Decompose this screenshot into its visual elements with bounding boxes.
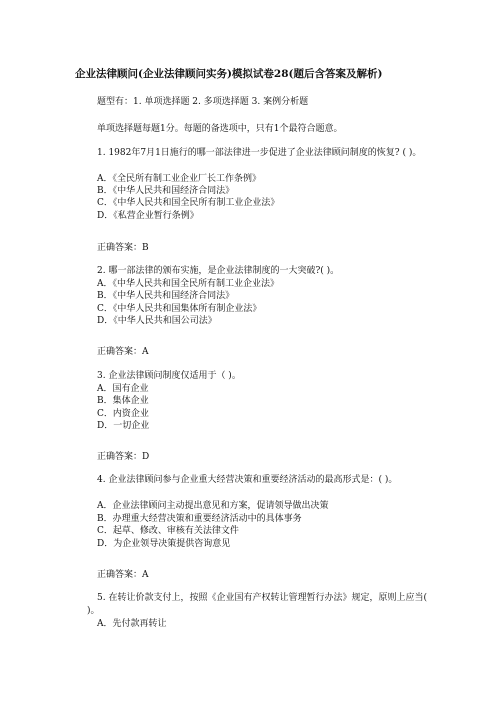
option-a: A．企业法律顾问主动提出意见和方案，促请领导做出决策 (97, 501, 329, 511)
option-c: C．起草、修改、审核有关法律文件 (97, 526, 239, 536)
correct-answer: 正确答案：D (97, 452, 150, 462)
question-text: 4. 企业法律顾问参与企业重大经营决策和重要经济活动的最高形式是：( )。 (97, 475, 398, 485)
option-d: D．《私营企业暂行条例》 (97, 211, 199, 221)
option-c: C．内资企业 (97, 409, 149, 419)
question-text: 3. 企业法律顾问制度仅适用于（ )。 (97, 371, 241, 381)
option-c: C．《中华人民共和国全民所有制工业企业法》 (97, 198, 280, 208)
option-d: D．为企业领导决策提供咨询意见 (97, 539, 231, 549)
option-b: B．集体企业 (97, 396, 149, 406)
option-a: A．国有企业 (97, 384, 149, 394)
option-b: B．《中华人民共和国经济合同法》 (97, 291, 235, 301)
correct-answer: 正确答案：A (97, 570, 149, 580)
section-intro: 单项选择题每题1分。每题的备选项中，只有1个最符合题意。 (97, 124, 343, 134)
option-a: A．先付款再转让 (97, 619, 167, 629)
option-b: B．办理重大经营决策和重要经济活动中的具体事务 (97, 514, 302, 524)
option-a: A．《中华人民共和国全民所有制工业企业法》 (97, 279, 280, 289)
question-text: 1. 1982年7月1日施行的哪一部法律进一步促进了企业法律顾问制度的恢复? ( )。 (97, 148, 422, 158)
correct-answer: 正确答案：B (97, 243, 149, 253)
option-d: D．一切企业 (97, 421, 150, 431)
question-text: 5. 在转让价款支付上，按照《企业国有产权转让管理暂行办法》规定，原则上应当( )。 (87, 593, 427, 616)
document-title: 企业法律顾问(企业法律顾问实务)模拟试卷28(题后含答案及解析) (75, 68, 383, 80)
option-d: D．《中华人民共和国公司法》 (97, 316, 217, 326)
option-b: B．《中华人民共和国经济合同法》 (97, 186, 235, 196)
question-types-line: 题型有：1. 单项选择题 2. 多项选择题 3. 案例分析题 (97, 97, 309, 107)
question-text: 2. 哪一部法律的颁布实施，是企业法律制度的一大突破?( )。 (97, 266, 340, 276)
option-a: A．《全民所有制工业企业厂长工作条例》 (97, 174, 262, 184)
correct-answer: 正确答案：A (97, 347, 149, 357)
option-c: C．《中华人民共和国集体所有制企业法》 (97, 304, 262, 314)
